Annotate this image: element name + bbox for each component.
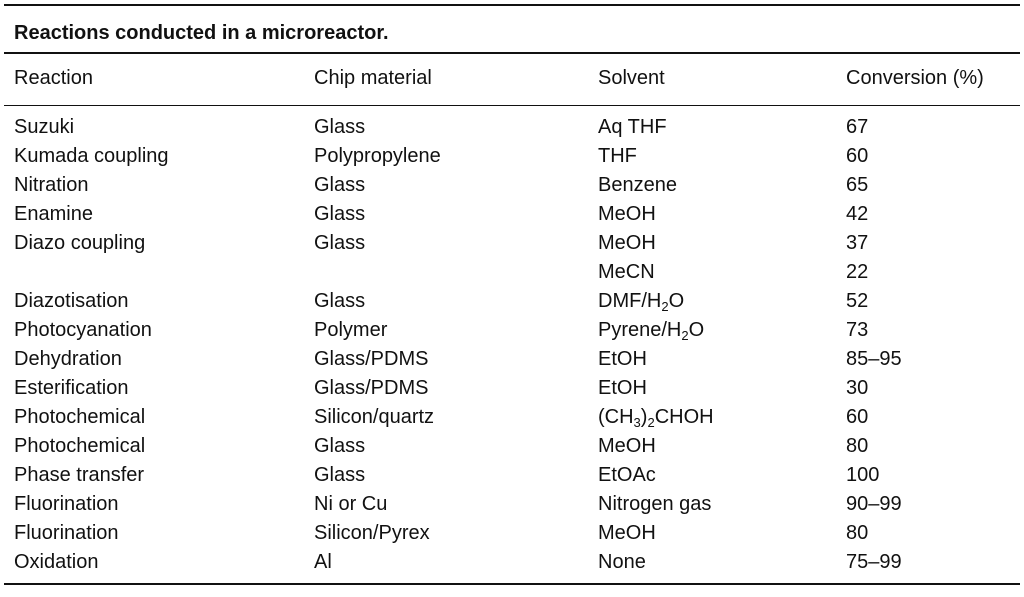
cell-reaction: Photocyanation — [14, 319, 152, 341]
cell-conversion: 80 — [846, 435, 869, 457]
cell-reaction: Enamine — [14, 203, 93, 225]
cell-solvent: MeOH — [598, 232, 656, 254]
cell-chip-material: Polymer — [314, 319, 388, 341]
table-row — [0, 316, 1024, 345]
cell-reaction: Fluorination — [14, 522, 119, 544]
cell-conversion: 60 — [846, 406, 869, 428]
cell-chip-material: Glass — [314, 464, 366, 486]
cell-conversion: 73 — [846, 319, 869, 341]
table-body — [0, 113, 1024, 577]
cell-solvent: MeOH — [598, 203, 656, 225]
cell-reaction: Suzuki — [14, 116, 75, 138]
cell-solvent: DMF/$H_2O$ — [598, 290, 685, 314]
table-row — [0, 374, 1024, 403]
cell-chip-material: Glass/PDMS — [314, 348, 429, 370]
cell-solvent: MeOH — [598, 435, 656, 457]
cell-reaction: Diazotisation — [14, 290, 129, 312]
cell-conversion: 37 — [846, 232, 869, 254]
cell-chip-material: Ni or Cu — [314, 493, 388, 515]
cell-chip-material: Glass — [314, 203, 366, 225]
table-row — [0, 548, 1024, 577]
cell-conversion: 100 — [846, 464, 880, 486]
cell-solvent: THF — [598, 145, 637, 167]
cell-reaction: Photochemical — [14, 435, 146, 457]
header-conversion: Conversion (%) — [846, 67, 984, 89]
cell-chip-material: Glass — [314, 232, 366, 254]
cell-solvent: Pyrene/$H_2O$ — [598, 319, 705, 343]
header-rule — [4, 105, 1020, 106]
cell-reaction: Diazo coupling — [14, 232, 146, 254]
cell-solvent: $(CH_3)_2CHOH$ — [598, 406, 714, 430]
header-chip-material: Chip material — [314, 67, 432, 89]
cell-solvent: MeOH — [598, 522, 656, 544]
cell-solvent: Aq THF — [598, 116, 667, 138]
cell-chip-material: Glass — [314, 435, 366, 457]
table-row — [0, 142, 1024, 171]
cell-chip-material: Glass — [314, 174, 366, 196]
cell-solvent: MeCN — [598, 261, 655, 283]
cell-chip-material: Glass/PDMS — [314, 377, 429, 399]
table-row — [0, 345, 1024, 374]
cell-solvent: EtOAc — [598, 464, 656, 486]
table-row — [0, 113, 1024, 142]
cell-conversion: 52 — [846, 290, 869, 312]
cell-conversion: 90–99 — [846, 493, 902, 515]
table-row — [0, 490, 1024, 519]
cell-solvent: Benzene — [598, 174, 677, 196]
table-row — [0, 200, 1024, 229]
cell-conversion: 60 — [846, 145, 869, 167]
table-row — [0, 287, 1024, 316]
cell-reaction: Oxidation — [14, 551, 99, 573]
cell-reaction: Kumada coupling — [14, 145, 169, 167]
cell-chip-material: Glass — [314, 290, 366, 312]
table-row — [0, 229, 1024, 258]
cell-conversion: 42 — [846, 203, 869, 225]
cell-conversion: 85–95 — [846, 348, 902, 370]
cell-solvent: EtOH — [598, 348, 647, 370]
header-solvent: Solvent — [598, 67, 665, 89]
caption-rule — [4, 52, 1020, 54]
cell-solvent: None — [598, 551, 646, 573]
table-row — [0, 519, 1024, 548]
cell-reaction: Photochemical — [14, 406, 146, 428]
cell-chip-material: Silicon/Pyrex — [314, 522, 430, 544]
cell-conversion: 65 — [846, 174, 869, 196]
cell-solvent: EtOH — [598, 377, 647, 399]
cell-conversion: 80 — [846, 522, 869, 544]
cell-conversion: 22 — [846, 261, 869, 283]
cell-chip-material: Glass — [314, 116, 366, 138]
table-row — [0, 461, 1024, 490]
cell-chip-material: Silicon/quartz — [314, 406, 435, 428]
cell-conversion: 75–99 — [846, 551, 902, 573]
table-row — [0, 432, 1024, 461]
table-caption: Reactions conducted in a microreactor. — [14, 22, 389, 44]
cell-conversion: 67 — [846, 116, 869, 138]
cell-solvent: Nitrogen gas — [598, 493, 712, 515]
bottom-rule — [4, 583, 1020, 585]
cell-reaction: Dehydration — [14, 348, 122, 370]
table-header-row — [0, 64, 1024, 93]
table-row — [0, 403, 1024, 432]
header-reaction: Reaction — [14, 67, 93, 89]
cell-reaction: Esterification — [14, 377, 129, 399]
cell-reaction: Phase transfer — [14, 464, 145, 486]
top-rule — [4, 4, 1020, 6]
cell-chip-material: Al — [314, 551, 332, 573]
cell-reaction: Nitration — [14, 174, 89, 196]
cell-reaction: Fluorination — [14, 493, 119, 515]
table-row — [0, 171, 1024, 200]
table-row — [0, 258, 1024, 287]
cell-chip-material: Polypropylene — [314, 145, 441, 167]
cell-conversion: 30 — [846, 377, 869, 399]
